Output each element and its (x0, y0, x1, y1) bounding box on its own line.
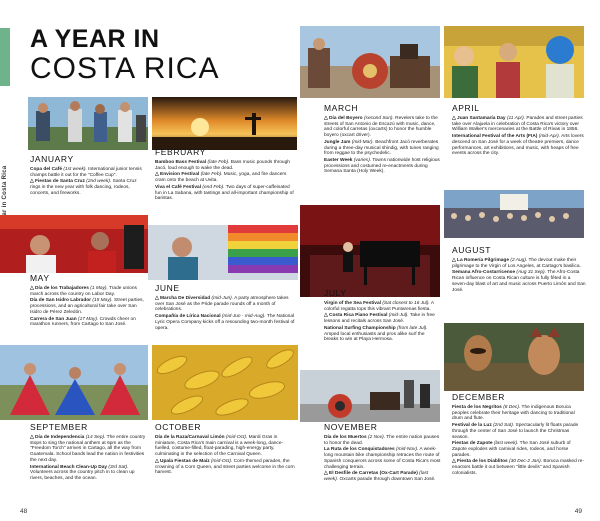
event-date: (15 May). (92, 298, 113, 304)
event-item (452, 116, 586, 133)
event-date: (mid-Jul). (388, 313, 409, 319)
event-date: (14 Sep). (85, 435, 106, 440)
event-name: Fiestas de Zapote (452, 441, 493, 447)
month-heading-february: FEBRUARY (155, 147, 206, 157)
month-heading-july: JULY (324, 288, 347, 298)
event-item (30, 298, 148, 315)
event-date: (11 Apr). (506, 116, 526, 121)
month-heading-december: DECEMBER (452, 392, 505, 402)
event-item (155, 314, 295, 331)
event-desc: Towns nationwide host religious processions and costumed re-enactments during Semana Santa (Holy Week). (324, 157, 440, 175)
event-desc: Two days of super-caffeinated fun in La Sabana, with tastings and all-important championship of baristas. (155, 184, 294, 202)
month-block-may (30, 274, 148, 329)
photo-piano-concert (300, 205, 440, 297)
month-block-september (30, 423, 148, 483)
event-desc: Corn-themed parades, the crowning of a Corn Queen, and street parties welcome in the corn harvest. (155, 458, 295, 476)
event-date: (last week). (324, 471, 429, 482)
event-name: Día de la Raza/Carnaval Limón (155, 435, 225, 440)
event-desc: The Afro-Costa Rican influence on Costa Rican culture is fully fêted in a seven-day blast of art and music across Puerto Limón and San José. (452, 270, 586, 293)
event-desc: The National Lyric Opera Company kicks off a resounding two-month festival of opera. (155, 314, 295, 331)
event-name: Easter Week (324, 157, 353, 163)
event-item (452, 441, 586, 458)
event-name: Día de los Muertos (324, 435, 367, 440)
event-date: (2 Aug). (510, 258, 528, 263)
event-item (30, 286, 148, 297)
event-desc: Crowds cheer on marathon runners, from Cartago to San José. (30, 316, 136, 328)
event-date: (mid-Jun). (211, 296, 234, 301)
event-name: △ Marcha De Diversidad (155, 296, 211, 301)
photo-pilgrimage-crowd (444, 190, 584, 238)
photo-pride-parade (148, 225, 298, 280)
page-title-line1: A YEAR IN (30, 25, 160, 53)
event-desc: The entire nation pauses to honor the dead. (324, 435, 440, 446)
event-date: (mid-Mar). (351, 139, 374, 145)
event-desc: A party atmosphere takes over San José as the Pride parade rounds off a month of celebrations. (155, 296, 289, 313)
event-desc: The San José suburb of Zapote explodes with carnival rides, rodeos, and horse parades. (452, 441, 571, 458)
event-item (30, 465, 148, 482)
event-name: La Ruta de los Conquistadores (324, 447, 395, 453)
event-desc: The devout make their pilgrimage to the Virgin of Los Angeles, at Cartago's basilica. (452, 258, 581, 269)
month-block-july (324, 289, 440, 344)
event-date: (mid-Oct). (210, 458, 233, 464)
photo-tennis-players (28, 97, 148, 150)
event-item (452, 405, 586, 422)
event-desc: Spectacularly lit floats parade through the center of San José to launch the Christmas season. (452, 423, 579, 440)
event-name: Jungle Jam (324, 139, 351, 145)
event-name: △ Juan Santamaría Day (452, 116, 506, 121)
event-item (452, 258, 586, 269)
event-name: Virgin of the Sea Festival (324, 301, 381, 306)
event-desc: Oxcarts parade through downtown San José. (338, 476, 436, 482)
month-block-january (30, 155, 148, 198)
event-desc: Beachfront Jacó reverberates during a three-day musical shindig, with tunes ranging from reggae to the psychedelic. (324, 139, 439, 157)
page-number-left: 48 (20, 508, 28, 515)
event-name: International Festival of the Arts (FIA) (452, 134, 538, 140)
event-date: (mid-Nov). (395, 447, 419, 453)
event-name: Compañía de Lírica Nacional (155, 314, 221, 320)
month-block-march (324, 104, 440, 176)
section-color-tab (0, 28, 10, 86)
section-side-label (1, 190, 15, 200)
photo-beach-sunset (152, 97, 297, 150)
event-date: (8 Dec). (503, 405, 521, 410)
event-desc: Amped local enthusiasts and pros alike surf the breaks to win at Playa Hermosa. (324, 331, 425, 343)
event-date: (Sat closest to 16 Jul). (382, 301, 430, 306)
month-block-june (155, 284, 295, 332)
page-number-right: 49 (574, 508, 582, 515)
event-item (452, 134, 586, 157)
event-name: △ Día del Boyero (324, 116, 363, 121)
event-name: Festival de la Luz (452, 423, 492, 429)
photo-diablitos-masks (444, 323, 584, 391)
event-date: (1 May). (90, 286, 108, 291)
event-desc: Boruca masked re-enactors battle it out between "little devils" and Spanish colonialists. (452, 459, 584, 476)
event-name: International Beach Clean-Up Day (30, 464, 108, 470)
event-desc: Street parties, processions, and an agricultural fair take over San Isidro de Pérez Zeledón. (30, 298, 144, 315)
photo-folk-dancers (0, 345, 148, 420)
event-item (30, 167, 148, 178)
event-name: Bamboo Bass Festival (155, 160, 207, 165)
event-date: (late Feb). (200, 172, 223, 178)
event-desc: Santa Cruz rings in the new year with folk dancing, rodeos, concerts, and fireworks. (30, 179, 137, 196)
month-heading-june: JUNE (155, 283, 180, 293)
month-block-august (452, 246, 586, 294)
event-item (155, 296, 295, 313)
month-heading-april: APRIL (452, 103, 480, 113)
event-desc: The indigenous Boruca peoples celebrate their heritage with dancing to traditional drum and flute. (452, 405, 575, 422)
event-date: (2nd week). (86, 179, 112, 185)
event-item (324, 313, 440, 324)
event-name: △ Día de los Trabajadores (30, 286, 89, 291)
event-name: △ Día de Independencia (30, 435, 85, 440)
event-item (324, 435, 442, 446)
month-heading-november: NOVEMBER (324, 422, 378, 432)
event-desc: Volunteers across the country pitch in to clean up rivers, beaches, and the ocean. (30, 470, 135, 481)
event-name: National Surfing Championship (324, 325, 396, 331)
event-name: △ Upala Fiestas de Maíz (155, 458, 210, 464)
event-item (324, 301, 440, 312)
month-heading-may: MAY (30, 273, 50, 283)
event-date: (Aug 31 Sep). (516, 270, 546, 276)
event-item (452, 459, 586, 476)
event-desc: A week-long mountain bike championship retraces the route of Spanish conquerors across some of Costa Rica's most challenging terrain. (324, 447, 441, 470)
event-name: △ El Desfile de Carretas (Ox-Cart Parade) (324, 471, 418, 477)
month-block-november (324, 423, 442, 484)
event-date: (17 May). (78, 316, 99, 322)
event-item (30, 435, 148, 464)
event-date: (2nd Sat). (493, 423, 515, 429)
month-block-april (452, 104, 586, 158)
photo-labor-day-march (0, 215, 148, 273)
event-name: △ La Romería Pilgrimage (452, 258, 510, 263)
event-date: (1st week). (63, 167, 87, 172)
photo-street-festival (444, 26, 584, 98)
event-date: (varies). (353, 157, 372, 163)
event-name: △ Envision Festival (155, 172, 200, 178)
event-item (324, 140, 440, 157)
event-item (155, 459, 295, 476)
event-date: (from late Jul). (397, 325, 428, 331)
event-desc: Bass music pounds through Jacó, loud enough to wake the dead. (155, 160, 290, 171)
event-name: Carrera de San Juan (30, 316, 77, 322)
event-item (324, 116, 440, 139)
event-name: △ Fiestas de Santa Cruz (30, 179, 85, 185)
month-heading-march: MARCH (324, 103, 359, 113)
event-desc: Take in free lessons and recitals across San José. (324, 313, 435, 325)
event-name: Día de San Isidro Labrador (30, 298, 92, 304)
event-name: Fiesta de los Negritos (452, 405, 502, 410)
event-item (324, 471, 442, 482)
month-block-december (452, 393, 586, 477)
event-item (324, 326, 440, 343)
event-name: Copa del Café (30, 167, 62, 172)
month-block-february (155, 148, 295, 203)
event-item (30, 179, 148, 196)
month-heading-october: OCTOBER (155, 422, 202, 432)
event-desc: Music, yoga, and fire dancers cram onto the beach at Uvita. (155, 172, 287, 184)
event-desc: Trade unions march across the country on Labor Day. (30, 286, 137, 297)
event-name: △ Fiesta de los Diablitos (452, 459, 508, 465)
page-title-line2: COSTA RICA (30, 52, 220, 85)
event-item (452, 270, 586, 293)
event-date: (mid-Apr). (538, 134, 561, 140)
event-item (324, 447, 442, 470)
month-heading-january: JANUARY (30, 154, 74, 164)
event-date: (last week). (493, 441, 519, 447)
event-item (155, 435, 295, 458)
event-desc: Revelers take to the streets of San Antonio de Escazú with music, dance, and colorful carretas (oxcarts) to honor the humble boyero (oxcart driver). (324, 116, 438, 139)
event-item (155, 172, 295, 183)
event-name: Semana Afro-Costarricense (452, 270, 516, 276)
event-item (452, 423, 586, 440)
month-heading-september: SEPTEMBER (30, 422, 88, 432)
event-date: (3rd Sat). (108, 464, 129, 470)
photo-oxcart-parade-street (300, 370, 440, 422)
event-date: (mid-Oct). (225, 435, 248, 440)
month-block-october (155, 423, 295, 477)
event-name: Viva el Café Festival (155, 184, 202, 190)
event-date: (end Feb). (202, 184, 225, 190)
event-date: (mid-Jun - mid-Aug). (221, 314, 266, 320)
event-desc: Parades and street parties take over Alajuela in celebration of Costa Rica's victory over William Walker's mercenaries at the Battle of Rivas in 1856. (452, 116, 583, 133)
event-item (155, 160, 295, 171)
event-desc: International junior tennis champs battle it out for the "Coffee Cup". (30, 167, 142, 178)
event-date: (2 Nov). (368, 435, 386, 440)
event-name: △ Costa Rica Piano Festival (324, 313, 388, 319)
event-date: (30 Dec-2 Jan). (509, 459, 543, 465)
event-desc: Mardi Gras in miniature, Costa Rica's main carnival is a week-long, dance-fuelled, costume-filled, float-parading, high-energy party, culminating in the selection of the Carnival Queen. (155, 435, 284, 458)
event-date: (late Feb). (207, 160, 230, 165)
event-item (324, 158, 440, 175)
photo-oxcart-parade (300, 26, 440, 98)
event-item (155, 185, 295, 202)
event-desc: Arts lovers descend on San José for a week of theatre premiers, dance performances, art exhibitions, and music, with heaps of free events across the city. (452, 134, 584, 157)
photo-corn-harvest (152, 345, 298, 420)
month-heading-august: AUGUST (452, 245, 492, 255)
event-desc: A colorful regatta tops this vibrant Puntarenas fiesta. (324, 301, 434, 312)
event-desc: The entire country stops to sing the national anthem at 6pm as the "Freedom Torch" arrives in Cartago, all the way from Guatemala. School bands lead the nation in festivities the next day. (30, 435, 146, 463)
event-item (30, 317, 148, 328)
event-date: (second Sun). (363, 116, 394, 121)
